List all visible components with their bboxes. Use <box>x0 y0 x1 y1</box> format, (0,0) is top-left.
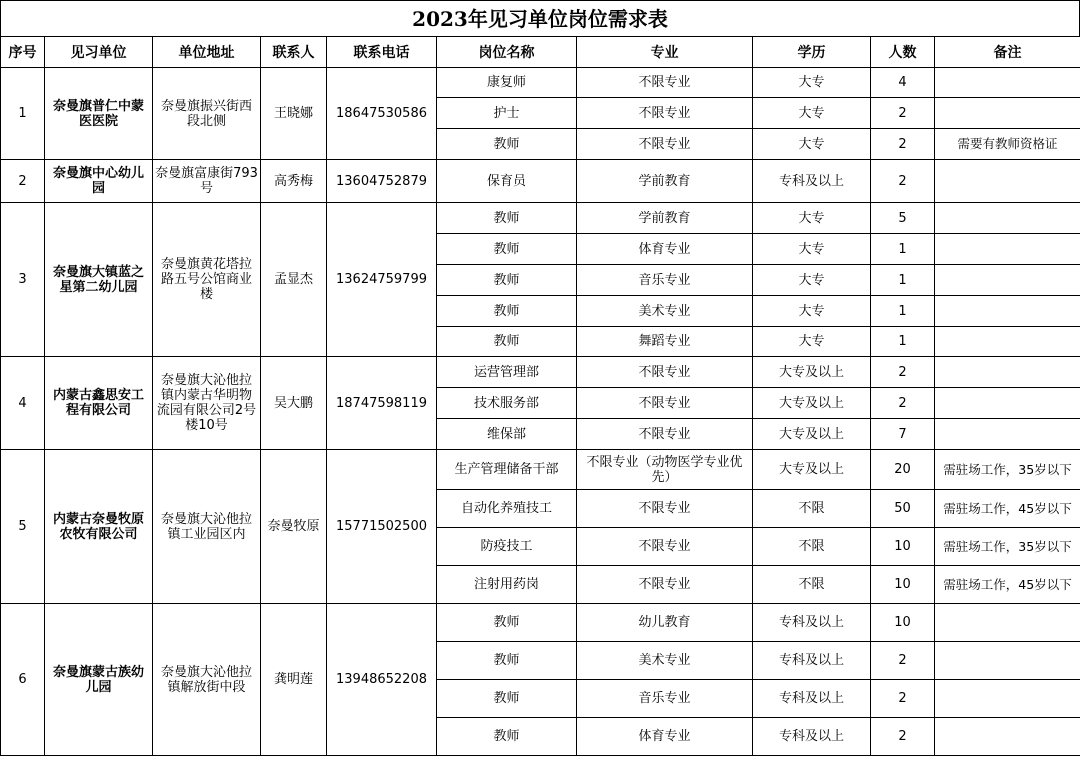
header-note: 备注 <box>935 37 1080 68</box>
unit-phone: 18747598119 <box>327 357 437 450</box>
post-count: 7 <box>871 419 935 450</box>
post-count: 2 <box>871 642 935 680</box>
post-name: 技术服务部 <box>437 388 577 419</box>
post-major: 不限专业 <box>577 388 753 419</box>
header-major: 专业 <box>577 37 753 68</box>
post-count: 1 <box>871 296 935 327</box>
post-education: 专科及以上 <box>753 718 871 756</box>
unit-address: 奈曼旗大沁他拉镇工业园区内 <box>153 450 261 604</box>
post-name: 运营管理部 <box>437 357 577 388</box>
post-major: 音乐专业 <box>577 680 753 718</box>
post-education: 专科及以上 <box>753 604 871 642</box>
post-note <box>935 642 1080 680</box>
unit-name: 奈曼旗中心幼儿园 <box>45 160 153 203</box>
table-row <box>1 203 1080 234</box>
post-education: 大专 <box>753 296 871 327</box>
header-post: 岗位名称 <box>437 37 577 68</box>
post-major: 不限专业 <box>577 566 753 604</box>
post-major: 不限专业（动物医学专业优先） <box>577 450 753 490</box>
post-education: 大专 <box>753 234 871 265</box>
post-count: 2 <box>871 129 935 160</box>
post-major: 不限专业 <box>577 129 753 160</box>
unit-name: 内蒙古奈曼牧原农牧有限公司 <box>45 450 153 604</box>
post-count: 10 <box>871 528 935 566</box>
post-education: 大专及以上 <box>753 450 871 490</box>
post-note <box>935 388 1080 419</box>
post-education: 专科及以上 <box>753 642 871 680</box>
post-education: 大专 <box>753 265 871 296</box>
post-note <box>935 234 1080 265</box>
table-row <box>1 604 1080 642</box>
unit-contact: 王晓娜 <box>261 68 327 160</box>
post-education: 不限 <box>753 566 871 604</box>
post-note <box>935 98 1080 129</box>
post-note: 需驻场工作，35岁以下 <box>935 450 1080 490</box>
unit-phone: 13948652208 <box>327 604 437 756</box>
post-major: 不限专业 <box>577 528 753 566</box>
post-note: 需驻场工作，45岁以下 <box>935 490 1080 528</box>
post-name: 注射用药岗 <box>437 566 577 604</box>
post-name: 教师 <box>437 203 577 234</box>
unit-name: 奈曼旗大镇蓝之星第二幼儿园 <box>45 203 153 357</box>
post-count: 1 <box>871 234 935 265</box>
header-seq: 序号 <box>1 37 45 68</box>
post-note: 需驻场工作，35岁以下 <box>935 528 1080 566</box>
post-major: 不限专业 <box>577 68 753 98</box>
table-row <box>1 68 1080 98</box>
table-body <box>1 68 1080 756</box>
post-note: 需驻场工作，45岁以下 <box>935 566 1080 604</box>
position-table <box>0 36 1080 756</box>
post-count: 2 <box>871 718 935 756</box>
unit-phone: 18647530586 <box>327 68 437 160</box>
post-note <box>935 265 1080 296</box>
post-name: 维保部 <box>437 419 577 450</box>
unit-address: 奈曼旗黄花塔拉路五号公馆商业楼 <box>153 203 261 357</box>
post-major: 不限专业 <box>577 357 753 388</box>
post-note <box>935 160 1080 203</box>
unit-seq: 2 <box>1 160 45 203</box>
post-note <box>935 718 1080 756</box>
post-name: 教师 <box>437 234 577 265</box>
post-education: 大专 <box>753 68 871 98</box>
header-count: 人数 <box>871 37 935 68</box>
unit-address: 奈曼旗富康街793号 <box>153 160 261 203</box>
post-name: 教师 <box>437 680 577 718</box>
post-education: 大专及以上 <box>753 419 871 450</box>
post-major: 体育专业 <box>577 718 753 756</box>
post-count: 10 <box>871 566 935 604</box>
post-count: 1 <box>871 265 935 296</box>
post-major: 不限专业 <box>577 490 753 528</box>
header-address: 单位地址 <box>153 37 261 68</box>
post-major: 不限专业 <box>577 419 753 450</box>
post-major: 学前教育 <box>577 203 753 234</box>
post-count: 2 <box>871 388 935 419</box>
post-major: 美术专业 <box>577 296 753 327</box>
unit-seq: 5 <box>1 450 45 604</box>
unit-phone: 15771502500 <box>327 450 437 604</box>
unit-contact: 高秀梅 <box>261 160 327 203</box>
unit-address: 奈曼旗振兴街西段北侧 <box>153 68 261 160</box>
unit-name: 奈曼旗蒙古族幼儿园 <box>45 604 153 756</box>
post-major: 舞蹈专业 <box>577 327 753 357</box>
post-count: 2 <box>871 98 935 129</box>
post-education: 专科及以上 <box>753 160 871 203</box>
post-note: 需要有教师资格证 <box>935 129 1080 160</box>
table-row <box>1 357 1080 388</box>
header-education: 学历 <box>753 37 871 68</box>
unit-seq: 1 <box>1 68 45 160</box>
unit-seq: 6 <box>1 604 45 756</box>
unit-phone: 13624759799 <box>327 203 437 357</box>
post-major: 体育专业 <box>577 234 753 265</box>
unit-contact: 孟显杰 <box>261 203 327 357</box>
post-name: 教师 <box>437 604 577 642</box>
post-count: 10 <box>871 604 935 642</box>
post-count: 2 <box>871 160 935 203</box>
post-count: 20 <box>871 450 935 490</box>
post-education: 大专 <box>753 129 871 160</box>
table-row <box>1 450 1080 490</box>
post-name: 教师 <box>437 718 577 756</box>
post-education: 大专 <box>753 203 871 234</box>
post-count: 2 <box>871 680 935 718</box>
post-note <box>935 68 1080 98</box>
post-count: 2 <box>871 357 935 388</box>
unit-contact: 吴大鹏 <box>261 357 327 450</box>
post-note <box>935 680 1080 718</box>
post-count: 50 <box>871 490 935 528</box>
header-unit: 见习单位 <box>45 37 153 68</box>
post-education: 专科及以上 <box>753 680 871 718</box>
post-education: 不限 <box>753 528 871 566</box>
post-education: 大专 <box>753 98 871 129</box>
post-major: 美术专业 <box>577 642 753 680</box>
post-count: 1 <box>871 327 935 357</box>
unit-phone: 13604752879 <box>327 160 437 203</box>
post-name: 教师 <box>437 642 577 680</box>
post-name: 教师 <box>437 327 577 357</box>
post-name: 教师 <box>437 265 577 296</box>
table-row <box>1 160 1080 203</box>
post-note <box>935 327 1080 357</box>
post-count: 4 <box>871 68 935 98</box>
unit-contact: 奈曼牧原 <box>261 450 327 604</box>
post-major: 幼儿教育 <box>577 604 753 642</box>
post-name: 康复师 <box>437 68 577 98</box>
post-count: 5 <box>871 203 935 234</box>
post-name: 防疫技工 <box>437 528 577 566</box>
post-name: 生产管理储备干部 <box>437 450 577 490</box>
post-note <box>935 357 1080 388</box>
header-contact: 联系人 <box>261 37 327 68</box>
post-note <box>935 419 1080 450</box>
post-name: 护士 <box>437 98 577 129</box>
unit-contact: 龚明莲 <box>261 604 327 756</box>
post-name: 教师 <box>437 296 577 327</box>
page-title: 2023年见习单位岗位需求表 <box>0 0 1080 36</box>
post-education: 大专及以上 <box>753 388 871 419</box>
post-note <box>935 604 1080 642</box>
header-row <box>1 37 1080 68</box>
post-note <box>935 203 1080 234</box>
post-education: 大专及以上 <box>753 357 871 388</box>
unit-name: 内蒙古鑫思安工程有限公司 <box>45 357 153 450</box>
unit-address: 奈曼旗大沁他拉镇内蒙古华明物流园有限公司2号楼10号 <box>153 357 261 450</box>
post-major: 音乐专业 <box>577 265 753 296</box>
unit-address: 奈曼旗大沁他拉镇解放街中段 <box>153 604 261 756</box>
post-major: 不限专业 <box>577 98 753 129</box>
header-phone: 联系电话 <box>327 37 437 68</box>
post-name: 保育员 <box>437 160 577 203</box>
unit-seq: 4 <box>1 357 45 450</box>
unit-name: 奈曼旗普仁中蒙医医院 <box>45 68 153 160</box>
post-major: 学前教育 <box>577 160 753 203</box>
unit-seq: 3 <box>1 203 45 357</box>
post-name: 自动化养殖技工 <box>437 490 577 528</box>
post-name: 教师 <box>437 129 577 160</box>
post-education: 不限 <box>753 490 871 528</box>
post-note <box>935 296 1080 327</box>
post-education: 大专 <box>753 327 871 357</box>
